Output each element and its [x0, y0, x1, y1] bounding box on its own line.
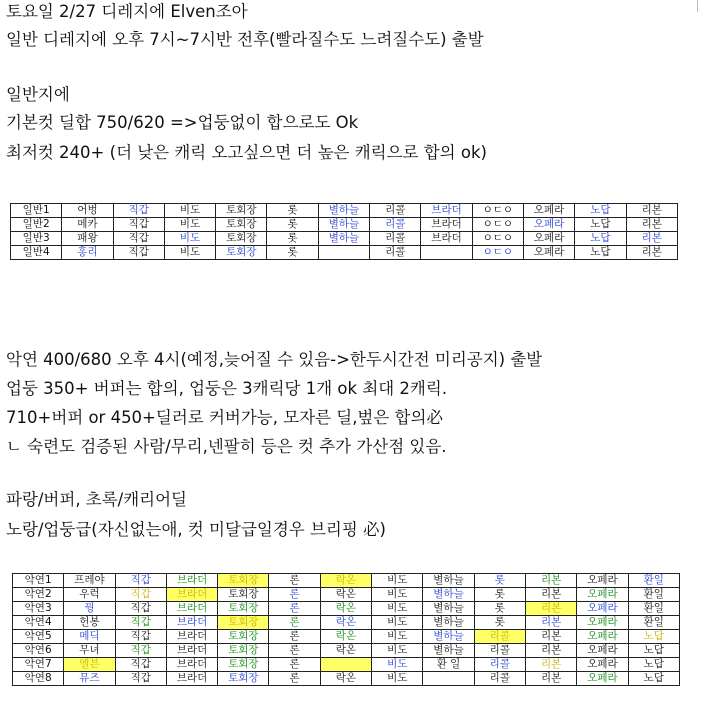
- table-cell: 꿩: [64, 602, 115, 616]
- table-cell: 노답: [575, 218, 626, 232]
- table-cell: 오페라: [523, 218, 574, 232]
- table-cell: 브라더: [421, 232, 472, 246]
- table-cell: 브라더: [166, 616, 217, 630]
- table-cell: 리본: [525, 616, 576, 630]
- table-cell: 노답: [628, 630, 679, 644]
- table-row: [13, 588, 680, 602]
- table-cell: 토회장: [216, 204, 267, 218]
- cover-rule-line: 710+버퍼 or 450+딜러로 커버가능, 모자른 딜,벞은 합의必: [6, 408, 443, 427]
- table-cell: 비도: [164, 218, 215, 232]
- table-cell: 프레야: [64, 574, 115, 588]
- party-label-cell: 일반3: [11, 232, 62, 246]
- base-cut-line: 기본컷 딜합 750/620 =>업둥없이 합으로도 Ok: [6, 113, 359, 132]
- table-cell: 락온: [320, 588, 371, 602]
- table-cell: [318, 246, 369, 260]
- table-cell: 롯: [474, 588, 525, 602]
- table-cell: 직갑: [115, 630, 166, 644]
- table-cell: 락온: [320, 616, 371, 630]
- table-cell: 환 일: [423, 658, 474, 672]
- party-label-cell: 악연1: [13, 574, 64, 588]
- table-cell: 브라더: [166, 644, 217, 658]
- table-cell: 토회장: [216, 218, 267, 232]
- akyeon-party-table: [12, 573, 680, 686]
- table-cell: 비도: [372, 588, 423, 602]
- table-row: [13, 658, 680, 672]
- table-cell: 리콜: [370, 204, 421, 218]
- table-cell: 리본: [525, 630, 576, 644]
- table-cell: 리본: [525, 672, 576, 686]
- table-cell: 토회장: [218, 658, 269, 672]
- table-cell: 별하늘: [318, 232, 369, 246]
- table-cell: [423, 672, 474, 686]
- table-cell: 직갑: [115, 616, 166, 630]
- table-cell: 브라더: [166, 602, 217, 616]
- table-cell: 패왕: [62, 232, 113, 246]
- table-cell: 어벙: [62, 204, 113, 218]
- table-cell: 직갑: [113, 204, 164, 218]
- table-cell: 오페라: [577, 644, 628, 658]
- table-cell: 직갑: [113, 218, 164, 232]
- table-cell: 노답: [628, 672, 679, 686]
- table-cell: 락온: [320, 630, 371, 644]
- table-cell: 리본: [626, 232, 677, 246]
- party-label-cell: 일반1: [11, 204, 62, 218]
- color-legend-line-2: 노랑/업둥급(자신없는애, 컷 미달급일경우 브리핑 必): [6, 520, 386, 539]
- table-row: [13, 574, 680, 588]
- table-cell: 오페라: [523, 246, 574, 260]
- title-line: 토요일 2/27 디레지에 Elven조아: [6, 2, 248, 21]
- table-cell: 오페라: [523, 204, 574, 218]
- normal-party-table: [10, 203, 678, 260]
- table-cell: 직갑: [115, 588, 166, 602]
- table-cell: 락온: [320, 644, 371, 658]
- table-cell: 오페라: [577, 630, 628, 644]
- table-cell: 별하늘: [318, 218, 369, 232]
- table-cell: 별하늘: [423, 588, 474, 602]
- table-cell: 직갑: [115, 672, 166, 686]
- table-cell: 토회장: [216, 246, 267, 260]
- party-label-cell: 악연5: [13, 630, 64, 644]
- table-cell: 론: [269, 588, 320, 602]
- table-cell: 론: [269, 644, 320, 658]
- table-cell: 메딕: [64, 630, 115, 644]
- table-cell: 락온: [320, 672, 371, 686]
- table-cell: 리본: [525, 644, 576, 658]
- table-cell: 오페라: [577, 658, 628, 672]
- table-cell: 리콜: [474, 658, 525, 672]
- table-cell: 별하늘: [423, 602, 474, 616]
- table-cell: 토회장: [218, 616, 269, 630]
- table-cell: 직갑: [115, 644, 166, 658]
- table-cell: 노답: [575, 204, 626, 218]
- table-cell: 리본: [525, 658, 576, 672]
- table-cell: 비도: [372, 644, 423, 658]
- table-cell: 비도: [164, 246, 215, 260]
- table-cell: 직갑: [115, 574, 166, 588]
- party-label-cell: 일반4: [11, 246, 62, 260]
- table-cell: 론: [269, 658, 320, 672]
- table-cell: 메카: [62, 218, 113, 232]
- table-cell: 롯: [267, 218, 318, 232]
- table-cell: 리본: [525, 588, 576, 602]
- party-label-cell: 악연8: [13, 672, 64, 686]
- table-cell: ㅇㄷㅇ: [472, 232, 523, 246]
- table-cell: 리콜: [474, 672, 525, 686]
- table-cell: 비도: [372, 672, 423, 686]
- table-cell: 토회장: [218, 630, 269, 644]
- table-cell: 오페라: [577, 616, 628, 630]
- table-cell: 브라더: [166, 630, 217, 644]
- table-cell: 토회장: [218, 672, 269, 686]
- table-cell: 브라더: [166, 658, 217, 672]
- table-cell: 론: [269, 602, 320, 616]
- table-cell: 롯: [474, 616, 525, 630]
- table-cell: [320, 658, 371, 672]
- table-cell: 비도: [372, 658, 423, 672]
- table-cell: 환일: [628, 602, 679, 616]
- color-legend-line-1: 파랑/버퍼, 초록/캐리어딜: [6, 490, 187, 509]
- table-cell: 비도: [372, 602, 423, 616]
- table-cell: 별하늘: [423, 616, 474, 630]
- table-cell: 리콜: [474, 644, 525, 658]
- table-cell: 토회장: [218, 644, 269, 658]
- schedule-line: 일반 디레지에 오후 7시~7시반 전후(빨라질수도 느려질수도) 출발: [6, 30, 484, 49]
- table-cell: 별하늘: [423, 644, 474, 658]
- table-cell: 롯: [267, 204, 318, 218]
- table-cell: 노답: [575, 232, 626, 246]
- page-edge-marker: [697, 0, 698, 12]
- table-cell: 노답: [628, 644, 679, 658]
- table-cell: 직갑: [113, 246, 164, 260]
- table-row: [11, 204, 678, 218]
- table-cell: 롯: [474, 602, 525, 616]
- table-cell: 직갑: [115, 658, 166, 672]
- table-cell: 롯: [267, 246, 318, 260]
- table-cell: 락온: [320, 574, 371, 588]
- bonus-rule-line: ㄴ 숙련도 검증된 사람/무리,넨팔히 등은 컷 추가 가산점 있음.: [6, 437, 447, 456]
- table-cell: 별하늘: [423, 574, 474, 588]
- table-cell: 오페라: [577, 602, 628, 616]
- table-row: [13, 644, 680, 658]
- table-row: [13, 616, 680, 630]
- table-cell: 노답: [575, 246, 626, 260]
- table-cell: 별하늘: [423, 630, 474, 644]
- table-cell: 브라더: [166, 588, 217, 602]
- table-cell: 오페라: [577, 588, 628, 602]
- table-cell: 리콜: [370, 218, 421, 232]
- table-cell: 브라더: [166, 574, 217, 588]
- table-cell: 직갑: [115, 602, 166, 616]
- table-cell: 오페라: [577, 672, 628, 686]
- table-cell: 오페라: [523, 232, 574, 246]
- table-row: [13, 672, 680, 686]
- table-cell: 브라더: [166, 672, 217, 686]
- table-cell: 리본: [626, 218, 677, 232]
- party-label-cell: 악연6: [13, 644, 64, 658]
- table-cell: 뮤즈: [64, 672, 115, 686]
- table-cell: 노답: [628, 658, 679, 672]
- table-cell: 롯: [474, 574, 525, 588]
- table-cell: 비도: [164, 204, 215, 218]
- table-cell: 리본: [626, 246, 677, 260]
- table-cell: 리본: [525, 602, 576, 616]
- table-cell: 환일: [628, 588, 679, 602]
- table-cell: 별하늘: [318, 204, 369, 218]
- akyeon-schedule-line: 악연 400/680 오후 4시(예정,늦어질 수 있음->한두시간전 미리공지) 출발: [6, 350, 543, 369]
- table-cell: 엘븐: [64, 658, 115, 672]
- table-cell: 브라더: [421, 218, 472, 232]
- min-cut-line: 최저컷 240+ (더 낮은 캐릭 오고싶으면 더 높은 캐릭으로 합의 ok): [6, 143, 487, 162]
- table-row: [11, 246, 678, 260]
- table-cell: 비도: [372, 616, 423, 630]
- table-cell: 토회장: [218, 588, 269, 602]
- table-cell: 토회장: [218, 602, 269, 616]
- table-cell: 직갑: [113, 232, 164, 246]
- table-cell: ㅇㄷㅇ: [472, 246, 523, 260]
- table-cell: 롯: [267, 232, 318, 246]
- table-cell: 브라더: [421, 204, 472, 218]
- section-heading-normal: 일반지에: [6, 85, 70, 104]
- table-cell: 리본: [626, 204, 677, 218]
- table-cell: 리콜: [370, 246, 421, 260]
- table-cell: 락온: [320, 602, 371, 616]
- table-cell: [421, 246, 472, 260]
- party-label-cell: 악연2: [13, 588, 64, 602]
- table-cell: 론: [269, 616, 320, 630]
- table-cell: 오페라: [577, 574, 628, 588]
- party-label-cell: 일반2: [11, 218, 62, 232]
- table-row: [11, 218, 678, 232]
- table-cell: 홍리: [62, 246, 113, 260]
- table-cell: 론: [269, 574, 320, 588]
- table-row: [11, 232, 678, 246]
- table-cell: 비도: [372, 574, 423, 588]
- table-cell: 리콜: [370, 232, 421, 246]
- table-cell: 토회장: [216, 232, 267, 246]
- table-row: [13, 630, 680, 644]
- table-cell: 론: [269, 630, 320, 644]
- party-label-cell: 악연4: [13, 616, 64, 630]
- table-cell: ㅇㄷㅇ: [472, 204, 523, 218]
- table-cell: 환일: [628, 574, 679, 588]
- table-cell: 우럭: [64, 588, 115, 602]
- table-cell: 비도: [164, 232, 215, 246]
- table-cell: 리콜: [474, 630, 525, 644]
- party-label-cell: 악연7: [13, 658, 64, 672]
- table-cell: 비도: [372, 630, 423, 644]
- table-cell: ㅇㄷㅇ: [472, 218, 523, 232]
- table-cell: 무녀: [64, 644, 115, 658]
- table-cell: 리본: [525, 574, 576, 588]
- table-cell: 론: [269, 672, 320, 686]
- table-row: [13, 602, 680, 616]
- table-cell: 헌봉: [64, 616, 115, 630]
- table-cell: 환일: [628, 616, 679, 630]
- party-label-cell: 악연3: [13, 602, 64, 616]
- upgrade-rule-line: 업둥 350+ 버퍼는 합의, 업둥은 3캐릭당 1개 ok 최대 2캐릭.: [6, 379, 448, 398]
- table-cell: 토회장: [218, 574, 269, 588]
